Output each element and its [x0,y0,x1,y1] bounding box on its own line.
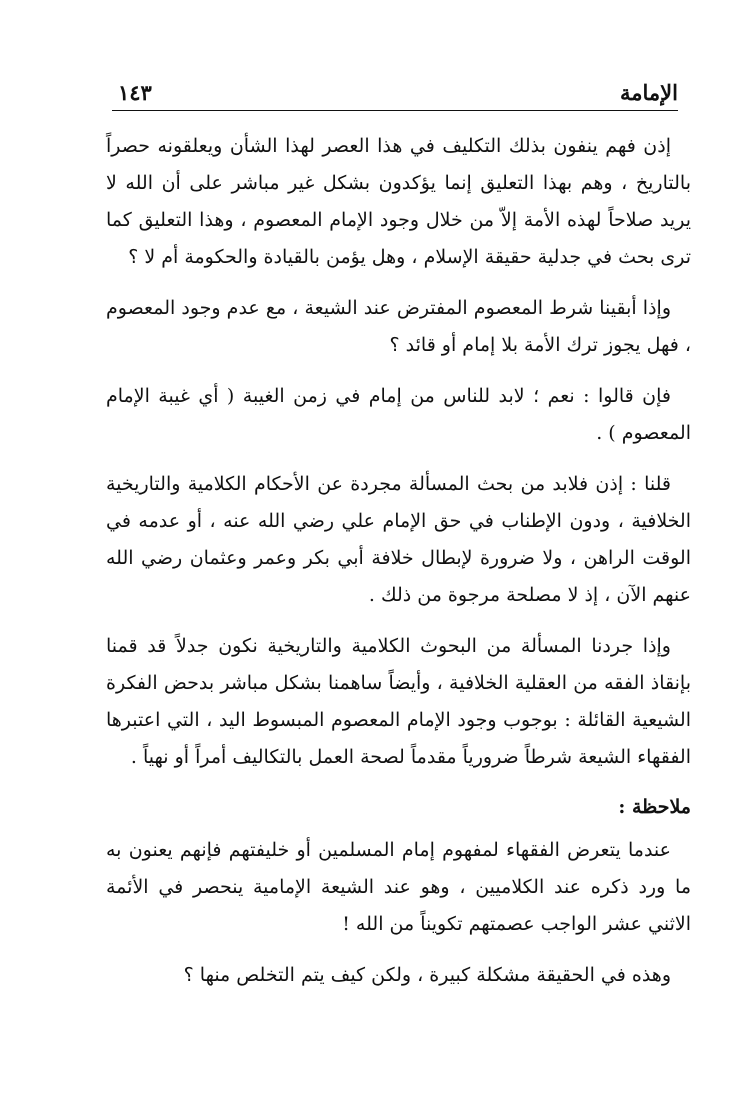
paragraph-2: وإذا أبقينا شرط المعصوم المفترض عند الشيعة ، مع عدم وجود المعصوم ، فهل يجوز ترك الأمة بلا إمام أو قائد ؟ [106,297,691,356]
chapter-title: الإمامة [620,80,678,105]
note-paragraph-2: وهذه في الحقيقة مشكلة كبيرة ، ولكن كيف يتم التخلص منها ؟ [183,964,671,986]
paragraph-1: إذن فهم ينفون بذلك التكليف في هذا العصر لهذا الشأن ويعلقونه حصراً بالتاريخ ، وهم بهذا التعليق إنما يؤكدون بشكل غير مباشر على أن الله لا يريد صلاحاً لهذه الأمة إلاّ من خلال وجود الإمام المعصوم ، وهذا التعليق كما ترى بحث في جدلية حقيقة الإسلام ، وهل يؤمن بالقيادة والحكومة أم لا ؟ [106,135,691,268]
paragraph-4: قلنا : إذن فلابد من بحث المسألة مجردة عن الأحكام الكلامية والتاريخية الخلافية ، ودون الإطناب في حق الإمام علي رضي الله عنه ، أو عدمه في الوقت الراهن ، ولا ضرورة لإبطال خلافة أبي بكر وعمر وعثمان رضي الله عنهم الآن ، إذ لا مصلحة مرجوة من ذلك . [106,473,691,606]
page-number: ١٤٣ [118,80,152,105]
paragraph-5: وإذا جردنا المسألة من البحوث الكلامية والتاريخية نكون جدلاً قد قمنا بإنقاذ الفقه من العقلية الخلافية ، وأيضاً ساهمنا بشكل مباشر بدحض الفكرة الشيعية القائلة : بوجوب وجود الإمام المعصوم المبسوط اليد ، التي اعتبرها الفقهاء الشيعة شرطاً ضرورياً مقدماً لصحة العمل بالتكاليف أمراً أو نهياً . [106,635,691,768]
note-paragraph-1: عندما يتعرض الفقهاء لمفهوم إمام المسلمين أو خليفتهم فإنهم يعنون به ما ورد ذكره عند الكلاميين ، وهو عند الشيعة الإمامية ينحصر في الأئمة الاثني عشر الواجب عصمتهم تكويناً من الله ! [106,839,691,935]
running-header [112,76,678,111]
note-heading: ملاحظة : [618,796,691,818]
page-body [106,128,691,1008]
paragraph-3: فإن قالوا : نعم ؛ لابد للناس من إمام في زمن الغيبة ( أي غيبة الإمام المعصوم ) . [106,385,691,444]
